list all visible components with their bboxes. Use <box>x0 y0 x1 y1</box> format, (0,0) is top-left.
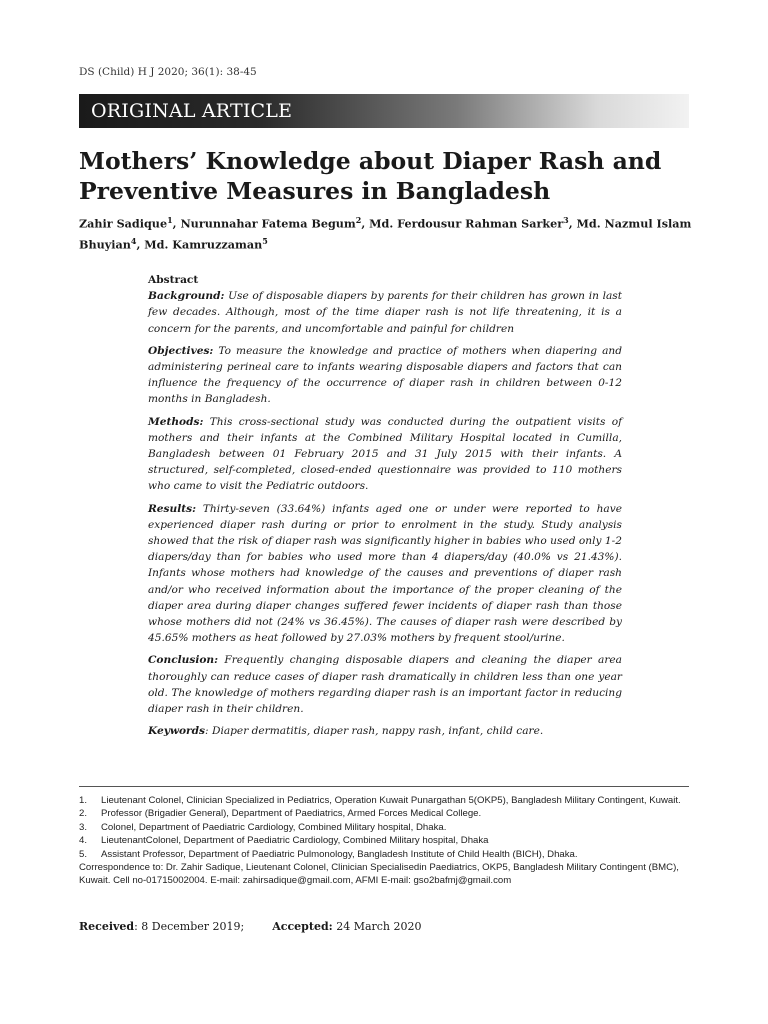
abstract-keywords <box>148 723 622 739</box>
author-affiliation-mark: 2 <box>355 215 362 225</box>
section-banner <box>79 94 689 128</box>
footnote-text: Professor (Brigadier General), Department of Paediatrics, Armed Forces Medical College. <box>101 808 482 820</box>
footnote-item <box>79 848 691 861</box>
accepted-date: 24 March 2020 <box>332 920 422 933</box>
author-affiliation-mark: 4 <box>130 235 137 246</box>
footnote-divider <box>79 786 689 787</box>
author-name: Md. Nazmul Islam Bhuyian <box>79 216 692 252</box>
abstract-heading: Abstract <box>148 274 199 286</box>
journal-reference: DS (Child) H J 2020; 36(1): 38-45 <box>79 66 257 78</box>
received-label: Received <box>79 920 135 933</box>
background-label: Background: <box>148 290 225 303</box>
author-name: Md. Kamruzzaman <box>144 237 263 252</box>
results-label: Results: <box>148 502 197 515</box>
footnote-item <box>79 794 691 807</box>
footnote-text: Lieutenant Colonel, Clinician Specialized in Pediatrics, Operation Kuwait Punargathan 5(OKP5), Bangladesh Military Contingent, Kuwait. <box>101 795 681 806</box>
footnote-number: 5. <box>79 848 88 860</box>
objectives-text: To measure the knowledge and practice of mothers when diapering and administering perineal care to infants wearing disposable diapers and factors that can influence the frequency of the occurrence of diaper rash in children between 0-12 months in Bangladesh. <box>148 344 622 406</box>
author-name: Md. Ferdousur Rahman Sarker <box>369 216 564 231</box>
footnote-text: Colonel, Department of Paediatric Cardiology, Combined Military hospital, Dhaka. <box>101 821 447 833</box>
author-affiliation-mark: 1 <box>167 215 173 225</box>
author-list: Zahir Sadique$^1$, Nurunnahar Fatema Begum$^2$, Md. Ferdousur Rahman Sarker$^3$, Md. Nazmul Islam Bhuyian$^4$, Md. Kamruzzaman$^5$ <box>79 215 692 252</box>
author-affiliation-mark: 5 <box>262 235 268 246</box>
results-text: Thirty-seven (33.64%) infants aged one or under were reported to have experienced diaper rash during or prior to enrolment in the study. Study analysis showed that the risk of diaper rash was significantly higher in babies who used only 1-2 diapers/day than for babies who used more than 4 diapers/day (40.0% vs 21.43%). Infants whose mothers had knowledge of the causes and preventions of diaper rash and/or who received information about the importance of the proper cleaning of the diaper area during diaper changes suffered fewer incidents of diaper rash than those whose mothers did not (24% vs 36.45%). The causes of diaper rash were described by 45.65% mothers as heat followed by 27.03% mothers by frequent stool/urine. <box>148 502 622 645</box>
abstract-methods <box>148 414 622 495</box>
author-affiliation-mark: 3 <box>563 215 569 225</box>
methods-label: Methods: <box>148 415 204 428</box>
affiliation-footnotes <box>79 794 691 888</box>
footnote-item <box>79 834 691 847</box>
abstract-conclusion <box>148 652 622 717</box>
abstract-block <box>148 272 622 745</box>
correspondence-note: Correspondence to: Dr. Zahir Sadique, Lieutenant Colonel, Clinician Specialisedin Paediatrics, OKP5, Bangladesh Military Contingent (BMC), Kuwait. Cell no-01715002004. E-mail: zahirsadique@gmail.com, AFMI E-mail: gso2bafmj@gmail.com <box>79 862 679 887</box>
footnote-number: 1. <box>79 795 88 806</box>
footnote-number: 4. <box>79 835 88 847</box>
received-date: : 8 December 2019; <box>134 920 245 933</box>
author-name: Nurunnahar Fatema Begum <box>180 216 356 231</box>
article-title: Mothers’ Knowledge about Diaper Rash and Preventive Measures in Bangladesh <box>79 147 662 205</box>
author-name: Zahir Sadique <box>79 216 168 231</box>
footnote-text: Assistant Professor, Department of Paediatric Pulmonology, Bangladesh Institute of Child Health (BICH), Dhaka. <box>101 848 578 860</box>
footnote-item <box>79 821 691 834</box>
conclusion-text: Frequently changing disposable diapers and cleaning the diaper area thoroughly can reduce cases of diaper rash dramatically in children less than one year old. The knowledge of mothers regarding diaper rash is an important factor in reducing diaper rash in their children. <box>148 654 623 716</box>
objectives-label: Objectives: <box>148 344 214 357</box>
banner-label: ORIGINAL ARTICLE <box>91 100 293 122</box>
footnote-number: 3. <box>79 821 88 833</box>
footnote-item <box>79 807 691 820</box>
abstract-objectives <box>148 343 622 408</box>
keywords-label: Keywords <box>148 725 206 738</box>
conclusion-label: Conclusion: <box>148 654 219 667</box>
background-text: Use of disposable diapers by parents for their children has grown in last few decades. Although, most of the time diaper rash is not life threatening, it is a concern for the parents, and uncomfortable and painful for children <box>148 290 622 335</box>
footnote-text: LieutenantColonel, Department of Paediatric Cardiology, Combined Military hospital, Dhaka <box>101 835 489 847</box>
footnote-number: 2. <box>79 808 88 820</box>
methods-text: This cross-sectional study was conducted during the outpatient visits of mothers and their infants at the Combined Military Hospital located in Cumilla, Bangladesh between 01 February 2015 and 31 July 2015 with their infants. A structured, self-completed, closed-ended questionnaire was provided to 110 mothers who came to visit the Pediatric outdoors. <box>148 415 622 493</box>
abstract-results <box>148 501 622 647</box>
submission-dates <box>79 920 422 933</box>
accepted-label: Accepted: <box>272 920 333 933</box>
abstract-background <box>148 288 622 337</box>
keywords-text: : Diaper dermatitis, diaper rash, nappy rash, infant, child care. <box>205 725 544 738</box>
